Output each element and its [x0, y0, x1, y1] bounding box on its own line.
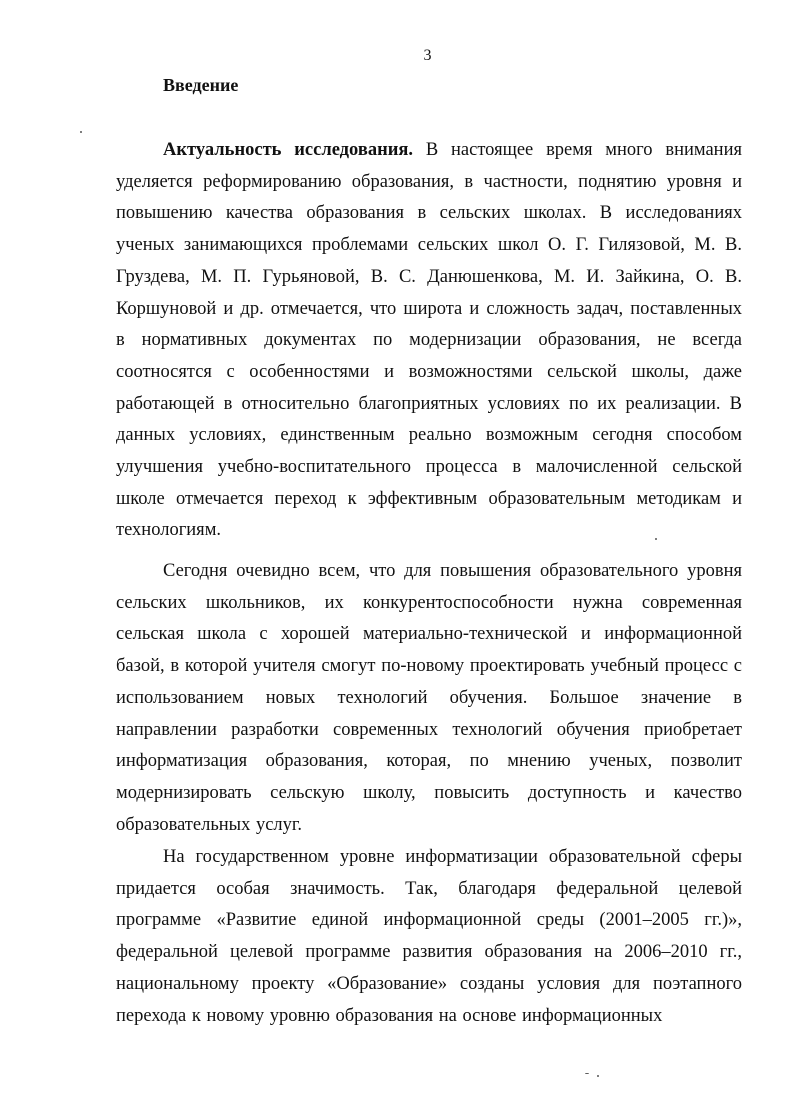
paragraph-state-level — [116, 842, 742, 1032]
scan-speck — [655, 538, 657, 540]
paragraph-lead: Актуальность исследования. — [163, 140, 414, 160]
paragraph-text: В настоящее время много внимания уделяется реформированию образования, в частности, поднятию уровня и повышению качества образования в сельских школах. В исследованиях ученых занимающихся проблемами сельских школ О. Г. Гилязовой, М. В. Груздева, М. П. Гурьяновой, В. С. Данюшенкова, М. И. Зайкина, О. В. Коршуновой и др. отмечается, что широта и сложность задач, поставленных в нормативных документах по модернизации образования, не всегда соотносятся с особенностями и возможностями сельской школы, даже работающей в относительно благоприятных условиях по их реализации. В данных условиях, единственным реально возможным сегодня способом улучшения учебно-воспитательного процесса в малочисленной сельской школе отмечается переход к эффективным образовательным методикам и технологиям. — [116, 140, 742, 541]
paragraph-relevance — [116, 135, 742, 547]
paragraph-rural-school — [116, 556, 742, 841]
scan-speck — [585, 1073, 589, 1074]
page-number-text: 3 — [423, 47, 432, 64]
scan-speck — [80, 131, 82, 133]
section-heading: Введение — [163, 75, 239, 95]
paragraph-text: На государственном уровне информатизации образовательной сферы придается особая значимость. Так, благодаря федеральной целевой программе «Развитие единой информационной среды (2001–2005 гг.)», федеральной целевой программе развития образования на 2006–2010 гг., национальному проекту «Образование» созданы условия для поэтапного перехода к новому уровню образования на основе информационных — [116, 847, 742, 1026]
scan-speck — [597, 1075, 599, 1077]
page-number — [0, 47, 797, 65]
paragraph-text: Сегодня очевидно всем, что для повышения образовательного уровня сельских школьников, их конкурентоспособности нужна современная сельская школа с хорошей материально-технической и информационной базой, в которой учителя смогут по-новому проектировать учебный процесс с использованием новых технологий обучения. Большое значение в направлении разработки современных технологий обучения приобретает информатизация образования, которая, по мнению ученых, позволит модернизировать сельскую школу, повысить доступность и качество образовательных услуг. — [116, 561, 742, 835]
